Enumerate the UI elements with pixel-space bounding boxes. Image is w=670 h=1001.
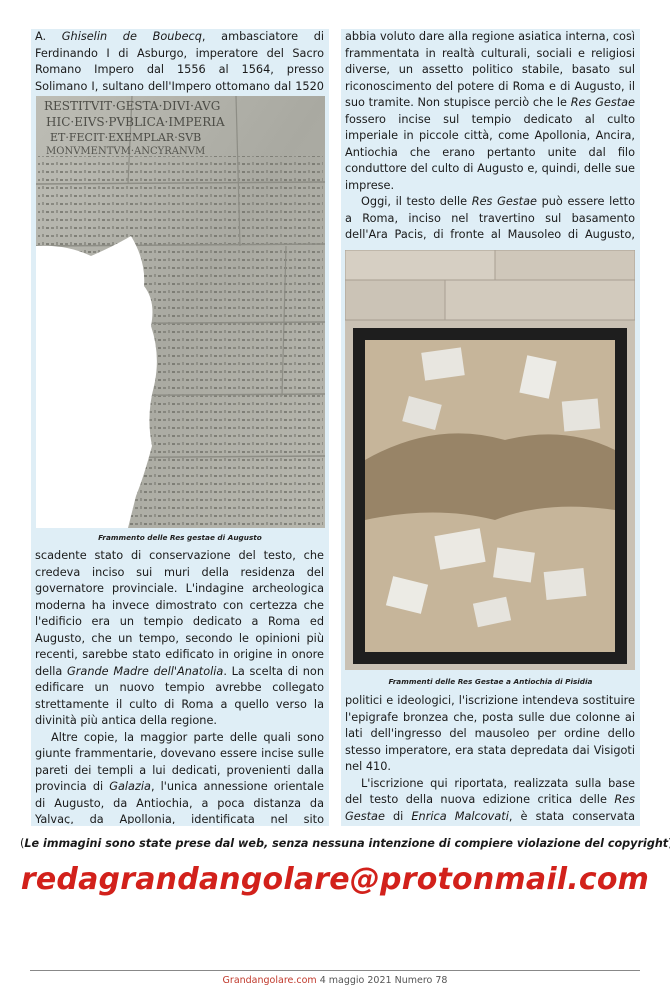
inscription-line-1: RESTITVIT·GESTA·DIVI·AVG: [44, 99, 221, 113]
disclaimer-open-paren: (: [20, 837, 25, 850]
inscription-line-2: HIC·EIVS·PVBLICA·IMPERIA: [46, 115, 225, 129]
paragraph: politici e ideologici, l'iscrizione intendeva sostituire l'epigrafe bronzea che, posta sulle due colonne ai lati dell'ingresso del mausoleo per ordine dello stesso imperatore, era stata depredata dai Visigoti nel 410.: [345, 694, 635, 773]
page-footer: [0, 975, 670, 986]
paragraph: Oggi, il testo delle Res Gestae può essere letto a Roma, inciso nel travertino sul basamento dell'Ara Pacis, di fronte al Mausoleo di Augusto,: [345, 195, 635, 241]
res-gestae-fragment-image: [36, 96, 325, 528]
inscription-line-4: MONVMENTVM·ANCYRANVM: [46, 146, 206, 157]
right-figure-caption: Frammenti delle Res Gestae a Antiochia di Pisidia: [388, 677, 593, 686]
inscription-stone-illustration: [36, 96, 325, 528]
fragments-wall-illustration: [345, 250, 635, 670]
paragraph: L'iscrizione qui riportata, realizzata sulla base del testo della nuova edizione critica delle Res Gestae di Enrica Malcovati, è stata conservata: [345, 776, 635, 823]
paragraph: scadente stato di conservazione del testo, che credeva inciso sui muri della residenza del governatore provinciale. L'indagine archeologica moderna ha invece dimostrato con certezza che l'edificio era un tempio dedicato a Roma ed Augusto, che un tempo, secondo le opinioni più recenti, sarebbe stato edificato in origine in onore della Grande Madre dell'Anatolia. La scelta di non edificare un nuovo tempio avrebbe collegato strettamente il culto di Roma a quello verso la divinità più antica della regione.: [35, 549, 325, 727]
inscription-line-3: ET·FECIT·EXEMPLAR·SVB: [50, 131, 202, 144]
footer-rule: [30, 970, 640, 971]
left-top-text: [31, 29, 329, 96]
left-bottom-text: [31, 548, 329, 824]
disclaimer-text: Le immagini sono state prese dal web, senza nessuna intenzione di compiere violazione del copyright: [24, 837, 669, 850]
footer-date: 4 maggio 2021: [319, 975, 392, 986]
footer-site[interactable]: Grandangolare.com: [222, 975, 317, 986]
footer-issue: Numero 78: [394, 975, 448, 986]
paragraph: A. Ghiselin de Boubecq, ambasciatore di Ferdinando I di Asburgo, imperatore del Sacro Romano Impero dal 1556 al 1564, presso Solimano I, sultano dell'Impero ottomano dal 1520: [35, 30, 325, 93]
antiochia-fragments-image: [345, 250, 635, 670]
paragraph: Altre copie, la maggior parte delle quali sono giunte frammentarie, dovevano essere incise sulle pareti dei templi a lui dedicati, provenienti dalla provincia di Galazia, l'unica annessione orientale di Augusto, da Antiochia, a poca distanza da Yalvaç, da Apollonia, identificata nel sito: [35, 730, 324, 824]
left-figure-caption: Frammento delle Res gestae di Augusto: [98, 533, 262, 542]
paragraph: abbia voluto dare alla regione asiatica interna, così frammentata in realtà culturali, sociali e religiosi diverse, un assetto politico stabile, basato sul riconoscimento del potere di Roma e di Augusto, il suo tramite. Non stupisce perciò che le Res Gestae fossero incise sul tempio dedicato al culto imperiale in piccole città, come Apollonia, Ancira, Antiochia che erano pertanto unite dal filo conduttore del culto di Augusto e, quindi, delle sue imprese.: [345, 30, 636, 192]
copyright-disclaimer: [20, 837, 669, 850]
right-bottom-text: [341, 693, 640, 825]
right-top-text: [341, 29, 640, 245]
contact-email[interactable]: redagrandangolare@protonmail.com: [20, 862, 650, 897]
